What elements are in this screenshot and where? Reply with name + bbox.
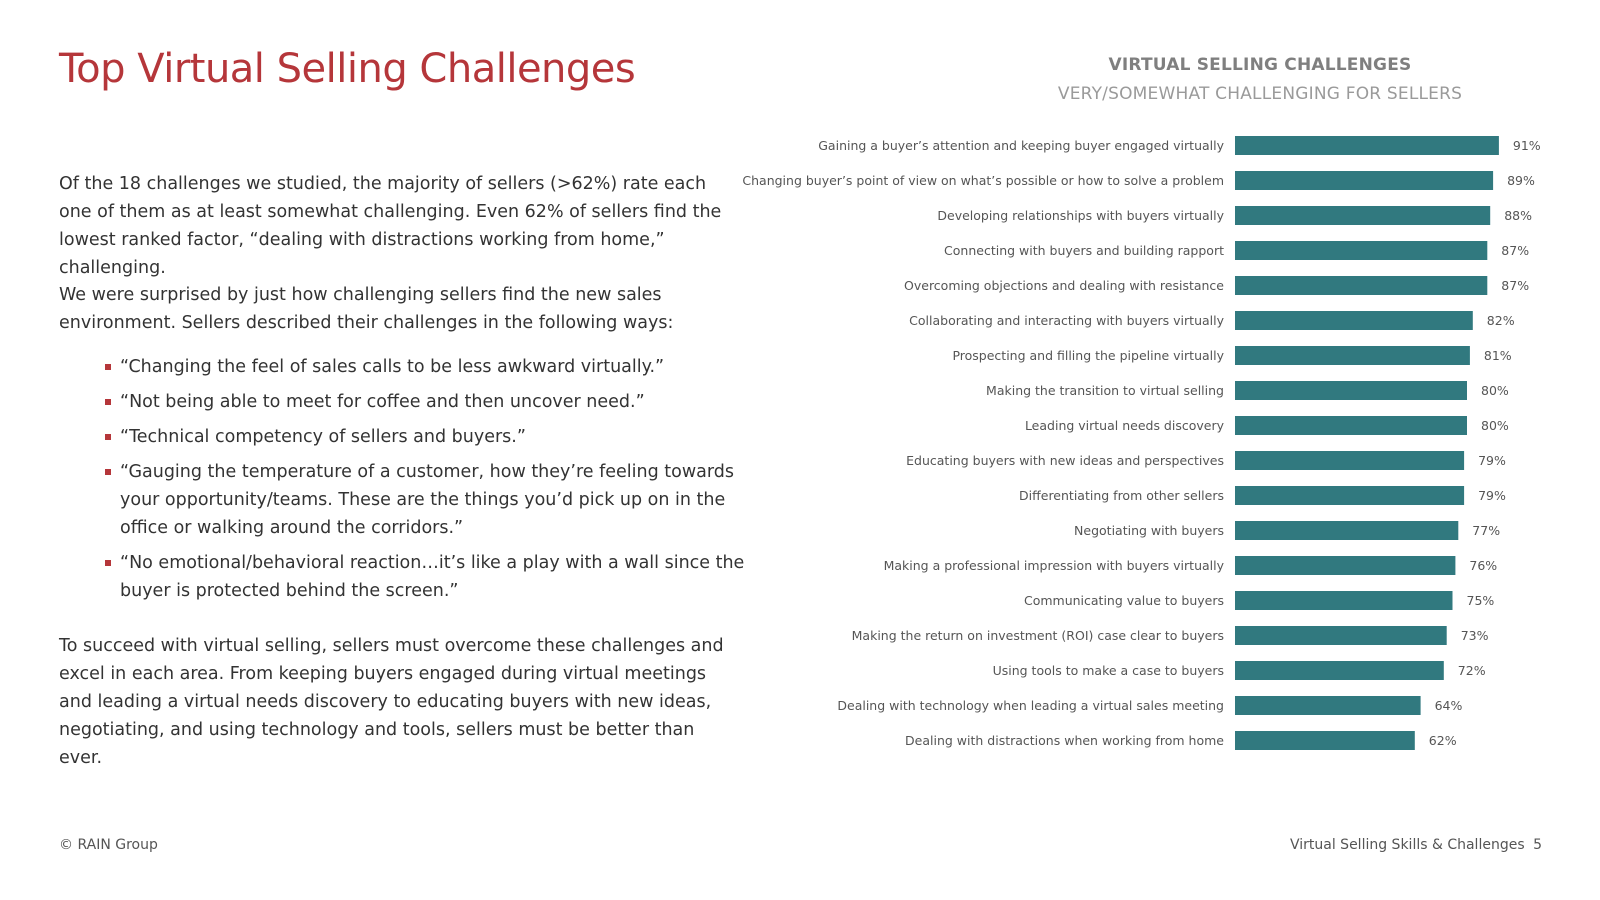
conclusion-paragraph: To succeed with virtual selling, sellers must overcome these challenges and excel in each area. From keeping buyers engaged during virtual meetings and leading a virtual needs discovery to educating buyers with new ideas, negotiating, and using technology and tools, sellers must be better than ever.	[59, 636, 724, 768]
bar	[1235, 486, 1464, 505]
square-bullet-icon	[105, 469, 111, 475]
bar	[1235, 346, 1470, 365]
category-label: Dealing with technology when leading a virtual sales meeting	[837, 698, 1224, 713]
category-label: Dealing with distractions when working from home	[905, 733, 1224, 748]
quote-text: “Changing the feel of sales calls to be less awkward virtually.”	[120, 357, 665, 377]
quote-text: “Not being able to meet for coffee and then uncover need.”	[120, 392, 645, 412]
category-label: Educating buyers with new ideas and perspectives	[906, 453, 1224, 468]
value-label: 79%	[1478, 453, 1506, 468]
value-label: 87%	[1501, 278, 1530, 293]
list-item	[105, 458, 745, 542]
value-label: 89%	[1507, 173, 1535, 188]
square-bullet-icon	[105, 399, 111, 405]
bar	[1235, 696, 1421, 715]
value-label: 82%	[1486, 313, 1515, 328]
bar	[1235, 591, 1453, 610]
surprise-paragraph: We were surprised by just how challenging sellers find the new sales environment. Sellers described their challenges in the following ways:	[59, 285, 674, 333]
bar	[1235, 171, 1493, 190]
category-label: Overcoming objections and dealing with resistance	[904, 278, 1224, 293]
square-bullet-icon	[105, 434, 111, 440]
category-label: Making a professional impression with buyers virtually	[883, 558, 1224, 573]
category-label: Collaborating and interacting with buyers virtually	[909, 313, 1224, 328]
list-item	[105, 423, 745, 451]
category-label: Gaining a buyer’s attention and keeping buyer engaged virtually	[818, 138, 1224, 153]
value-label: 76%	[1469, 558, 1498, 573]
seller-quotes-list	[105, 353, 745, 612]
bar	[1235, 136, 1499, 155]
value-label: 88%	[1504, 208, 1532, 223]
quote-text: “No emotional/behavioral reaction…it’s like a play with a wall since the buyer is protected behind the screen.”	[120, 553, 745, 601]
category-label: Making the return on investment (ROI) case clear to buyers	[851, 628, 1224, 643]
footer-report-info	[1286, 837, 1542, 853]
category-label: Differentiating from other sellers	[1019, 488, 1224, 503]
bar	[1235, 451, 1464, 470]
chart-title: VIRTUAL SELLING CHALLENGES	[1108, 55, 1412, 75]
value-label: 79%	[1478, 488, 1506, 503]
page-title: Top Virtual Selling Challenges	[59, 46, 636, 92]
category-label: Communicating value to buyers	[1023, 593, 1224, 608]
bar	[1235, 381, 1467, 400]
report-title: Virtual Selling Skills & Challenges	[1289, 837, 1525, 853]
value-label: 81%	[1483, 348, 1512, 363]
bar	[1235, 206, 1490, 225]
bar	[1235, 276, 1487, 295]
category-label: Prospecting and filling the pipeline virtually	[952, 348, 1224, 363]
value-label: 77%	[1472, 523, 1501, 538]
square-bullet-icon	[105, 560, 111, 566]
chart-subtitle: VERY/SOMEWHAT CHALLENGING FOR SELLERS	[1057, 84, 1463, 104]
category-label: Leading virtual needs discovery	[1024, 418, 1224, 433]
list-item	[105, 549, 745, 605]
bar	[1235, 556, 1455, 575]
category-label: Using tools to make a case to buyers	[992, 663, 1224, 678]
value-label: 64%	[1434, 698, 1463, 713]
square-bullet-icon	[105, 364, 111, 370]
bar	[1235, 521, 1458, 540]
value-label: 91%	[1512, 138, 1541, 153]
category-label: Changing buyer’s point of view on what’s possible or how to solve a problem	[742, 173, 1224, 188]
bar	[1235, 416, 1467, 435]
category-label: Developing relationships with buyers virtually	[937, 208, 1224, 223]
category-label: Connecting with buyers and building rapport	[944, 243, 1224, 258]
category-label: Negotiating with buyers	[1074, 523, 1224, 538]
intro-paragraph: Of the 18 challenges we studied, the majority of sellers (>62%) rate each one of them as at least somewhat challenging. Even 62% of sellers find the lowest ranked factor, “dealing with distractions working from home,” challenging.	[59, 174, 722, 278]
quote-text: “Technical competency of sellers and buyers.”	[120, 427, 526, 447]
value-label: 75%	[1466, 593, 1495, 608]
bar	[1235, 731, 1415, 750]
value-label: 73%	[1460, 628, 1489, 643]
value-label: 80%	[1481, 418, 1509, 433]
category-label: Making the transition to virtual selling	[986, 383, 1224, 398]
page-number: 5	[1533, 837, 1542, 853]
copyright-notice: © RAIN Group	[59, 837, 158, 853]
list-item	[105, 388, 745, 416]
value-label: 62%	[1428, 733, 1457, 748]
value-label: 87%	[1501, 243, 1530, 258]
bar	[1235, 661, 1444, 680]
bar	[1235, 311, 1473, 330]
bar	[1235, 626, 1447, 645]
quote-text: “Gauging the temperature of a customer, how they’re feeling towards your opportunity/teams. These are the things you’d pick up on in the office or walking around the corridors.”	[120, 462, 734, 538]
bar	[1235, 241, 1487, 260]
value-label: 80%	[1481, 383, 1509, 398]
list-item	[105, 353, 745, 381]
value-label: 72%	[1457, 663, 1486, 678]
